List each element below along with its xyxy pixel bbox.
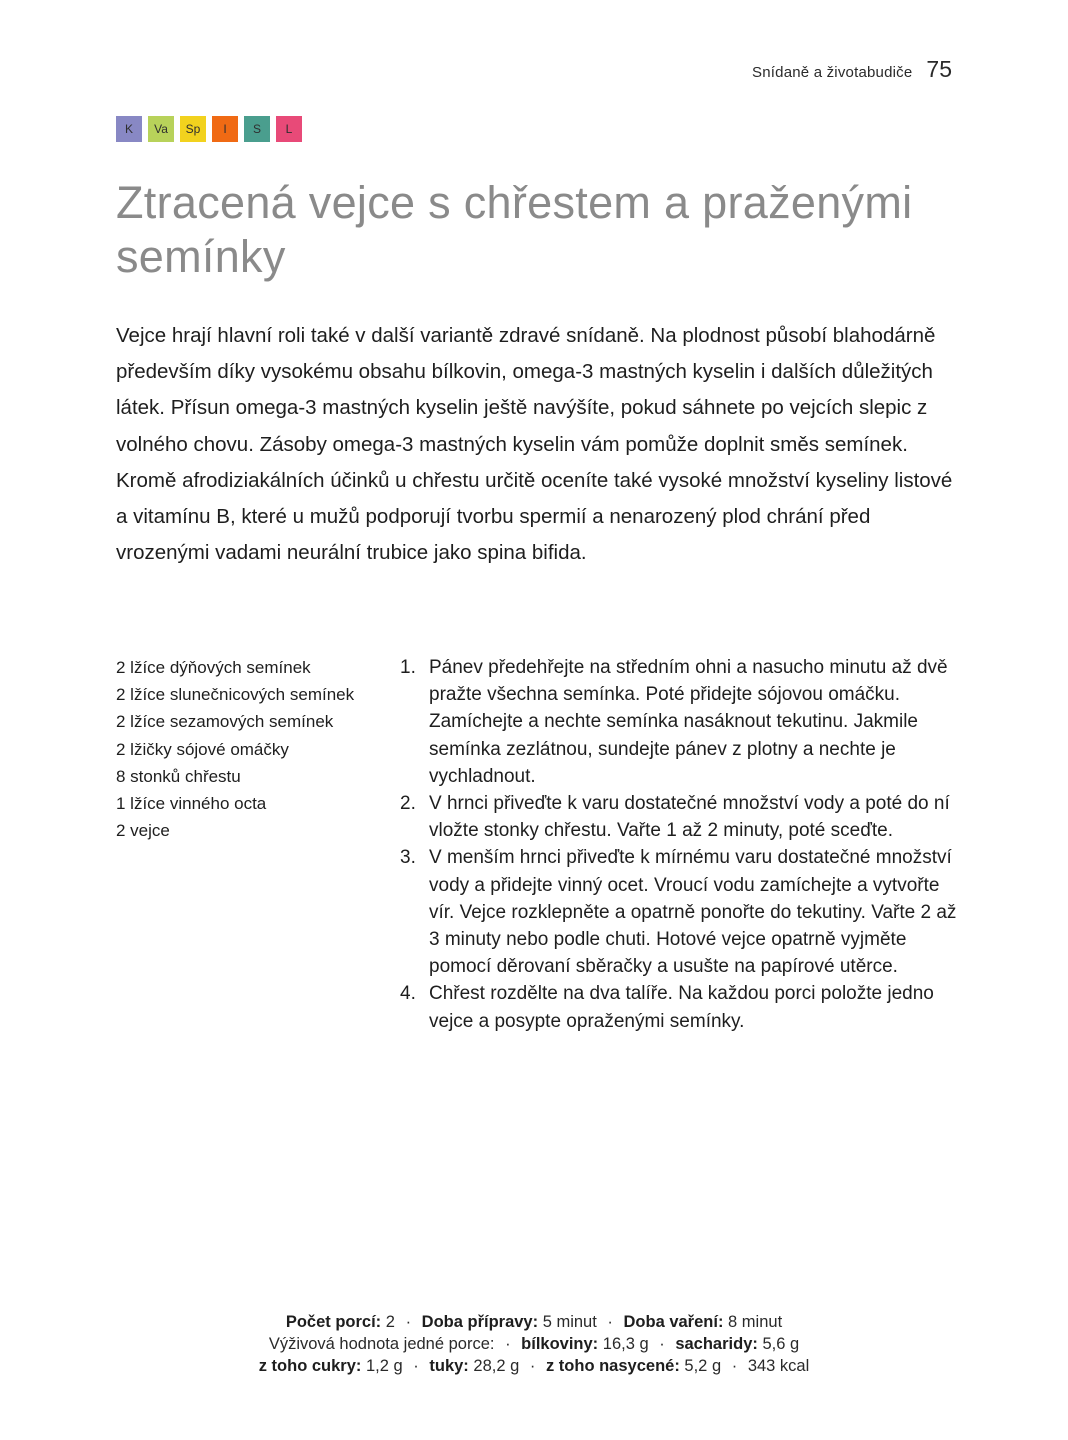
- cook-time-label: Doba vaření:: [623, 1313, 724, 1331]
- separator: ·: [413, 1357, 419, 1375]
- portions-value: 2: [385, 1313, 395, 1331]
- recipe-title: Ztracená vejce s chřestem a praženými semínky: [116, 177, 913, 282]
- footer-line-1: [0, 1311, 1068, 1333]
- protein-value: 16,3 g: [602, 1335, 649, 1353]
- tag-sp: [180, 116, 206, 142]
- ingredient-item: 2 vejce: [116, 821, 170, 841]
- tag-i: [212, 116, 238, 142]
- intro-paragraph: Vejce hrají hlavní roli také v další variantě zdravé snídaně. Na plodnost působí blahodárně především díky vysokému obsahu bílkovin, omega-3 mastných kyselin i dalších důležitých látek. Přísun omega-3 mastných kyselin ještě navýšíte, pokud sáhnete po vejcích slepic z volného chovu. Zásoby omega-3 mastných kyselin vám pomůže doplnit směs semínek. Kromě afrodiziakálních účinků u chřestu určitě oceníte také vysoké množství kyseliny listové a vitamínu B, které u mužů podporují tvorbu spermií a nenarozený plod chrání před vrozenými vadami neurální trubice jako spina bifida.: [116, 324, 953, 565]
- section-title: Snídaně a životabudiče: [752, 64, 913, 81]
- category-tags: [116, 116, 302, 142]
- ingredient-item: 2 lžíce slunečnicových semínek: [116, 685, 355, 705]
- carbs-label: sacharidy:: [675, 1335, 758, 1353]
- tag-k: [116, 116, 142, 142]
- separator: ·: [405, 1313, 412, 1331]
- prep-time-label: Doba přípravy:: [421, 1313, 539, 1331]
- separator: ·: [505, 1335, 511, 1353]
- tag-label: K: [124, 122, 133, 136]
- ingredient-item: 1 lžíce vinného octa: [116, 794, 267, 814]
- footer-line-2: [0, 1333, 1068, 1355]
- protein-label: bílkoviny:: [521, 1335, 599, 1353]
- tag-label: S: [252, 122, 261, 136]
- separator: ·: [529, 1357, 536, 1375]
- separator: ·: [659, 1335, 665, 1353]
- footer-line-3: [0, 1355, 1068, 1377]
- saturated-fat-label: z toho nasycené:: [545, 1357, 680, 1375]
- method-steps: [400, 654, 960, 1035]
- ingredient-item: 2 lžíce sezamových semínek: [116, 712, 334, 732]
- ingredient-item: 2 lžíce dýňových semínek: [116, 658, 311, 677]
- sugar-label: z toho cukry:: [258, 1357, 362, 1375]
- step-item: [400, 844, 960, 980]
- tag-va: [148, 116, 174, 142]
- running-header: [752, 56, 952, 83]
- step-number: 1.: [400, 657, 416, 678]
- tag-label: Sp: [185, 122, 201, 136]
- tag-label: I: [223, 122, 227, 136]
- page-number: 75: [926, 56, 952, 82]
- step-text: V hrnci přiveďte k varu dostatečné množství vody a poté do ní vložte stonky chřestu. Vařte 1 až 2 minuty, poté sceďte.: [429, 793, 950, 842]
- calories-value: 343 kcal: [747, 1357, 810, 1375]
- sugar-value: 1,2 g: [365, 1357, 403, 1375]
- tag-label: Va: [154, 122, 168, 136]
- tag-label: L: [285, 122, 293, 136]
- saturated-fat-value: 5,2 g: [684, 1357, 722, 1375]
- nutrition-intro: Výživová hodnota jedné porce:: [268, 1335, 495, 1353]
- ingredient-item: 8 stonků chřestu: [116, 766, 241, 786]
- step-item: [400, 980, 960, 1034]
- recipe-info-footer: [0, 1311, 1068, 1377]
- step-item: [400, 654, 960, 790]
- separator: ·: [731, 1357, 738, 1375]
- tag-l: [276, 116, 302, 142]
- ingredient-item: 2 lžičky sójové omáčky: [116, 739, 289, 759]
- step-number: 2.: [400, 793, 416, 815]
- step-number: 3.: [400, 847, 416, 869]
- step-text: V menším hrnci přiveďte k mírnému varu dostatečné množství vody a přidejte vinný ocet. Vroucí vodu zamíchejte a vytvořte vír. Vejce rozklepněte a opatrně ponořte do tekutiny. Vařte 2 až 3 minuty nebo podle chuti. Hotové vejce opatrně vyjměte pomocí děrovaní sběračky a usušte na papírové utěrce.: [429, 847, 957, 978]
- fat-value: 28,2 g: [473, 1357, 520, 1375]
- ingredient-list: [116, 654, 386, 844]
- step-item: [400, 790, 960, 844]
- cook-time-value: 8 minut: [728, 1313, 783, 1331]
- prep-time-value: 5 minut: [542, 1313, 597, 1331]
- step-number: 4.: [400, 983, 416, 1005]
- portions-label: Počet porcí:: [285, 1313, 382, 1331]
- step-text: Pánev předehřejte na středním ohni a nasucho minutu až dvě pražte všechna semínka. Poté přidejte sójovou omáčku. Zamíchejte a nechte semínka nasáknout tekutinu. Jakmile semínka zezlátnou, sundejte pánev z plotny a nechte je vychladnout.: [429, 657, 948, 787]
- fat-label: tuky:: [429, 1357, 469, 1375]
- separator: ·: [607, 1313, 613, 1331]
- tag-s: [244, 116, 270, 142]
- carbs-value: 5,6 g: [762, 1335, 800, 1353]
- step-text: Chřest rozdělte na dva talíře. Na každou porci položte jedno vejce a posypte opraženými semínky.: [429, 983, 934, 1032]
